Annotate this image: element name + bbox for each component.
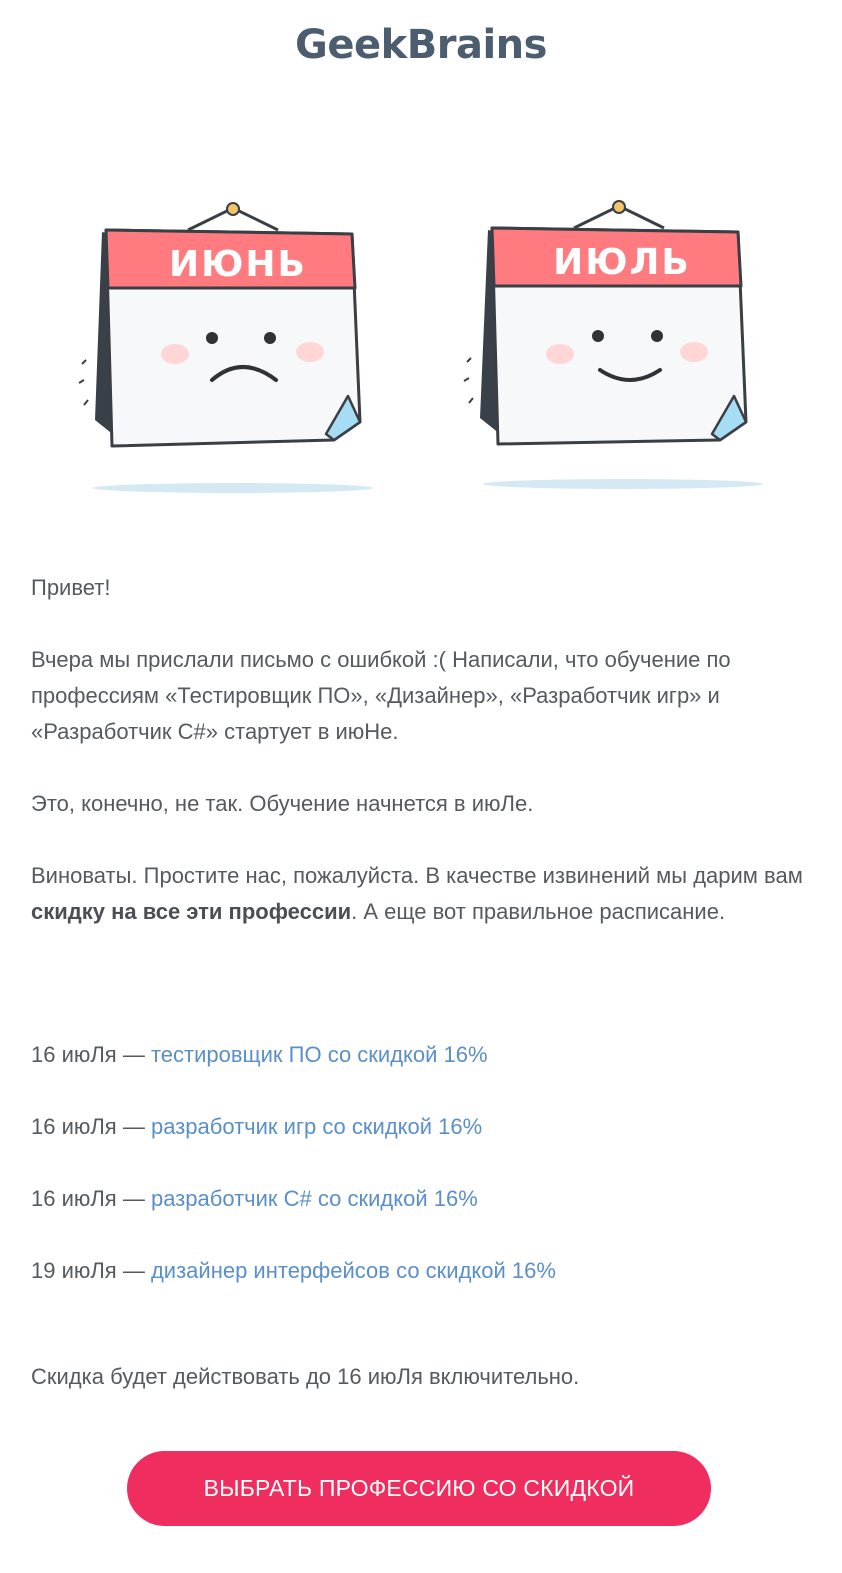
schedule-date: 16 июЛя —	[31, 1186, 151, 1211]
schedule-link-tester[interactable]: тестировщик ПО со скидкой 16%	[150, 1042, 488, 1067]
discount-paragraph-after: . А еще вот правильное расписание.	[351, 899, 726, 924]
schedule-date: 19 июЛя —	[31, 1258, 151, 1283]
apology-paragraph: Вчера мы прислали письмо с ошибкой :( Написали, что обучение по профессиям «Тестировщик ПО», «Дизайнер», «Разработчик игр» и «Разработчик C#» стартует в июНе.	[31, 647, 731, 744]
geekbrains-logo[interactable]: GeekBrains	[295, 22, 547, 68]
schedule-link-csharp-dev[interactable]: разработчик C# со скидкой 16%	[150, 1186, 478, 1211]
choose-profession-button[interactable]: ВЫБРАТЬ ПРОФЕССИЮ СО СКИДКОЙ	[127, 1451, 711, 1526]
schedule-link-game-dev[interactable]: разработчик игр со скидкой 16%	[150, 1114, 483, 1139]
schedule-item	[31, 1253, 556, 1289]
calendar-july-icon	[464, 201, 763, 489]
greeting: Привет!	[31, 575, 111, 600]
july-label: ИЮЛЬ	[553, 242, 691, 283]
correction-paragraph: Это, конечно, не так. Обучение начнется в июЛе.	[31, 791, 534, 816]
calendar-illustration	[0, 190, 842, 510]
schedule-date: 16 июЛя —	[31, 1042, 151, 1067]
calendar-june-icon	[79, 203, 373, 493]
schedule-item	[31, 1181, 478, 1217]
schedule-item	[31, 1037, 488, 1073]
schedule-date: 16 июЛя —	[31, 1114, 151, 1139]
schedule-item	[31, 1109, 482, 1145]
june-label: ИЮНЬ	[169, 244, 307, 285]
discount-paragraph-bold: скидку на все эти профессии	[31, 899, 352, 924]
discount-paragraph-before: Виноваты. Простите нас, пожалуйста. В качестве извинений мы дарим вам	[31, 863, 803, 888]
discount-deadline-note: Скидка будет действовать до 16 июЛя включительно.	[31, 1364, 580, 1389]
discount-paragraph	[31, 858, 811, 930]
schedule-link-ui-designer[interactable]: дизайнер интерфейсов со скидкой 16%	[150, 1258, 556, 1283]
